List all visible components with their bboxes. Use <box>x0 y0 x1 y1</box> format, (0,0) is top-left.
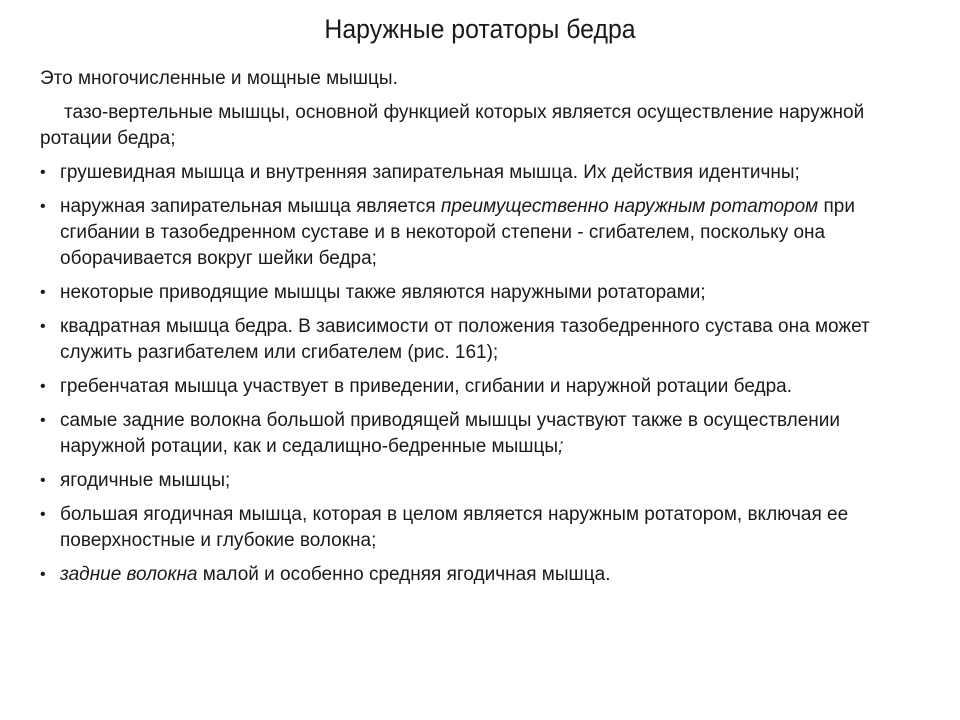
bullet-text <box>60 196 855 269</box>
intro-paragraph: Это многочисленные и мощные мышцы. <box>40 68 398 89</box>
bullet-dot-icon: • <box>40 472 46 489</box>
bullet-text-regular: при сгибании в тазобедренном суставе и в некоторой степени - сгибателем, поскольку она оборачивается вокруг шейки бедра; <box>60 196 855 269</box>
bullet-text-regular: наружная запирательная мышца является <box>60 196 441 217</box>
bullet-text <box>60 504 848 551</box>
bullet-dot-icon: • <box>40 566 46 583</box>
bullet-text-regular: гребенчатая мышца участвует в приведении, сгибании и наружной ротации бедра. <box>60 376 793 397</box>
bullet-text <box>60 316 870 363</box>
bullet-item <box>40 502 900 554</box>
bullet-text-regular: малой и особенно средняя ягодичная мышца. <box>197 564 611 585</box>
bullet-text-regular: грушевидная мышца и внутренняя запирательная мышца. Их действия идентичны; <box>60 162 800 183</box>
bullet-item <box>40 314 900 366</box>
slide-content <box>40 66 900 596</box>
bullet-list <box>40 160 900 588</box>
bullet-text-italic: ; <box>558 436 564 457</box>
bullet-text-italic: преимущественно наружным ротатором <box>440 196 819 217</box>
bullet-text <box>60 282 706 303</box>
bullet-text <box>60 376 792 397</box>
bullet-text <box>60 470 230 491</box>
bullet-dot-icon: • <box>40 198 46 215</box>
bullet-dot-icon: • <box>40 412 46 429</box>
bullet-item <box>40 194 900 272</box>
bullet-dot-icon: • <box>40 164 46 181</box>
bullet-text <box>60 410 840 457</box>
bullet-item <box>40 374 900 400</box>
bullet-text <box>60 162 800 183</box>
bullet-dot-icon: • <box>40 506 46 523</box>
sub-paragraph: тазо-вертельные мышцы, основной функцией которых является осуществление наружной ротации бедра; <box>40 102 865 149</box>
bullet-text-regular: некоторые приводящие мышцы также являются наружными ротаторами; <box>60 282 706 303</box>
bullet-text-regular: ягодичные мышцы; <box>60 470 231 491</box>
bullet-text-regular: квадратная мышца бедра. В зависимости от положения тазобедренного сустава она может служить разгибателем или сгибателем (рис. 161); <box>60 316 870 363</box>
bullet-text-regular: большая ягодичная мышца, которая в целом является наружным ротатором, включая ее поверхностные и глубокие волокна; <box>60 504 849 551</box>
bullet-item <box>40 562 900 588</box>
bullet-item <box>40 408 900 460</box>
bullet-text-regular: самые задние волокна большой приводящей мышцы участвуют также в осуществлении наружной ротации, как и седалищно-бедренные мышцы <box>60 410 840 457</box>
bullet-text-italic: задние волокна <box>60 564 198 585</box>
bullet-item <box>40 468 900 494</box>
bullet-dot-icon: • <box>40 378 46 395</box>
bullet-text <box>60 564 610 585</box>
bullet-dot-icon: • <box>40 284 46 301</box>
bullet-item <box>40 280 900 306</box>
bullet-item <box>40 160 900 186</box>
slide-title: Наружные ротаторы бедра <box>324 14 636 44</box>
bullet-dot-icon: • <box>40 318 46 335</box>
